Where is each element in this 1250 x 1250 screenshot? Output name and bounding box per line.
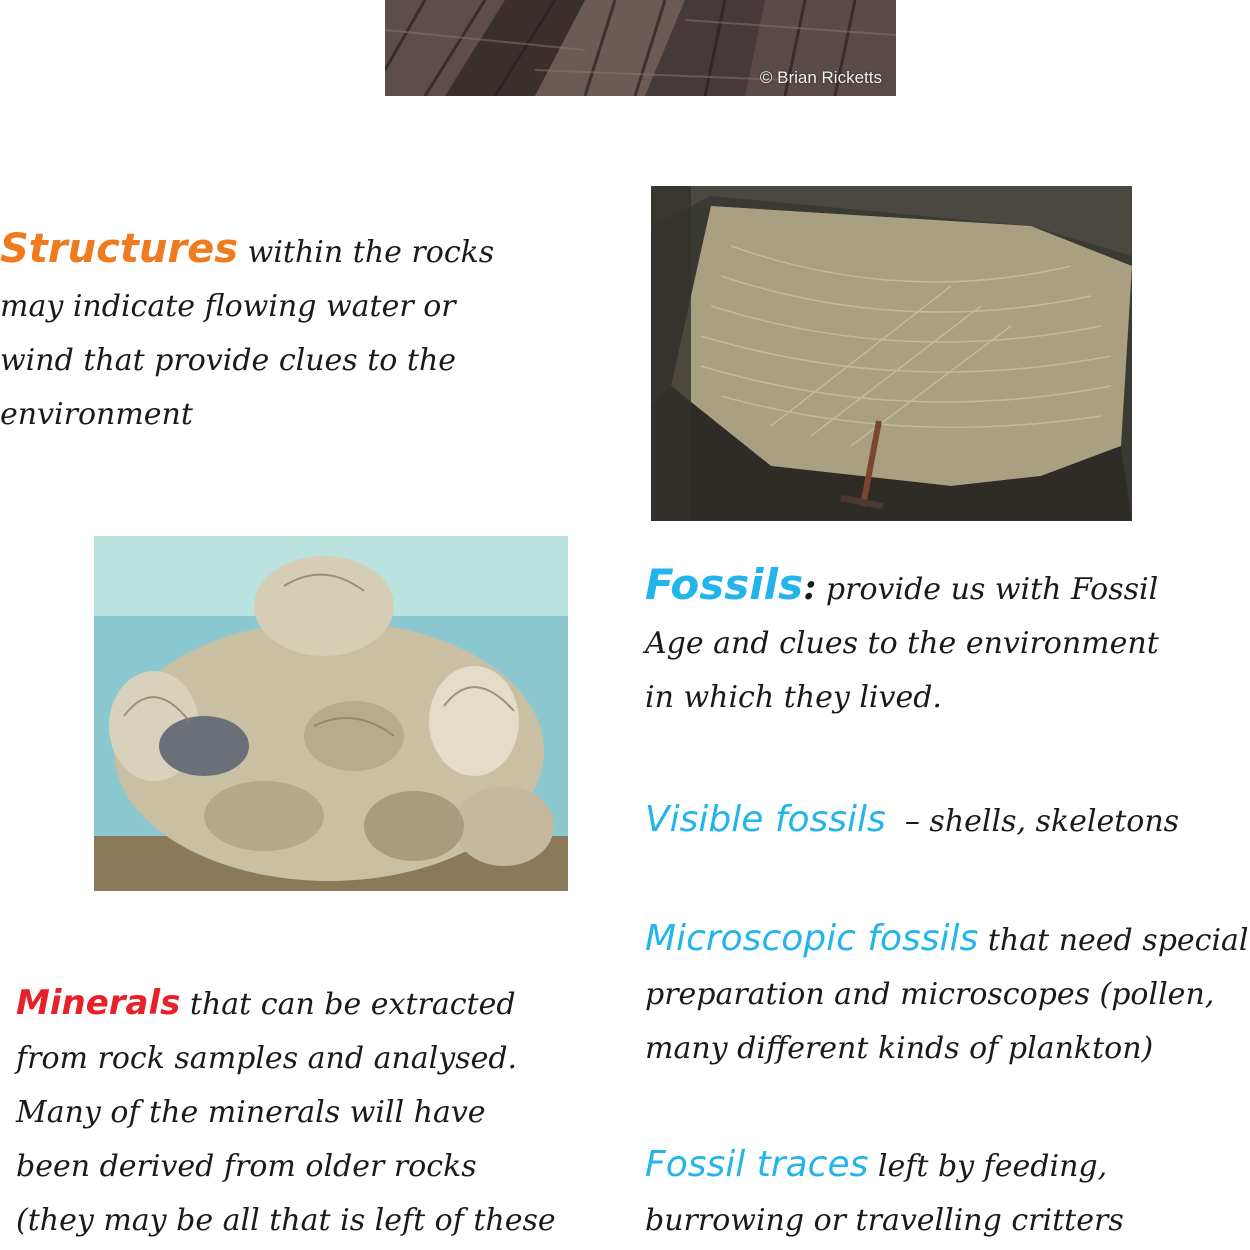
visible-fossils-text [645, 793, 1179, 849]
minerals-keyword: Minerals [16, 983, 181, 1023]
photo-credit: © Brian Ricketts [759, 68, 882, 87]
structures-line-3: wind that provide clues to the [0, 343, 457, 378]
microscopic-line-2: preparation and microscopes (pollen, [645, 977, 1215, 1012]
cross-bedding-photo [651, 186, 1132, 521]
fossils-text [645, 558, 1159, 725]
visible-rest: – shells, skeletons [904, 804, 1180, 839]
visible-keyword: Visible fossils [645, 799, 886, 840]
structures-line-1 [0, 222, 494, 280]
fossils-colon: : [803, 566, 817, 608]
microscopic-line-1 [645, 912, 1249, 968]
rock-strata-photo [385, 0, 896, 96]
minerals-line-5: (they may be all that is left of these [16, 1203, 556, 1238]
fossils-keyword: Fossils [645, 560, 804, 609]
traces-keyword: Fossil traces [645, 1144, 869, 1185]
traces-line1-rest: left by feeding, [877, 1149, 1108, 1184]
fossils-line1-rest: provide us with Fossil [825, 572, 1159, 607]
fossil-shells-photo [94, 536, 568, 891]
structures-keyword: Structures [0, 226, 239, 272]
microscopic-line-3: many different kinds of plankton) [645, 1031, 1154, 1066]
structures-line1-rest: within the rocks [247, 235, 495, 270]
microscopic-line1-rest: that need special [987, 923, 1249, 958]
minerals-line-2: from rock samples and analysed. [16, 1041, 518, 1076]
minerals-line-4: been derived from older rocks [16, 1149, 477, 1184]
fossil-traces-text [645, 1138, 1124, 1248]
fossils-line-2: Age and clues to the environment [645, 626, 1159, 661]
traces-line-2: burrowing or travelling critters [645, 1203, 1124, 1238]
minerals-line-3: Many of the minerals will have [16, 1095, 486, 1130]
fossils-line-3: in which they lived. [645, 680, 942, 715]
structures-text [0, 222, 494, 442]
minerals-line-1 [16, 976, 556, 1032]
minerals-text [16, 976, 556, 1248]
microscopic-keyword: Microscopic fossils [645, 918, 979, 959]
structures-line-4: environment [0, 397, 193, 432]
structures-line-2: may indicate flowing water or [0, 289, 456, 324]
visible-line-1 [645, 793, 1179, 849]
traces-line-1 [645, 1138, 1124, 1194]
fossils-line-1 [645, 558, 1159, 617]
microscopic-fossils-text [645, 912, 1249, 1076]
minerals-line1-rest: that can be extracted [189, 987, 516, 1022]
